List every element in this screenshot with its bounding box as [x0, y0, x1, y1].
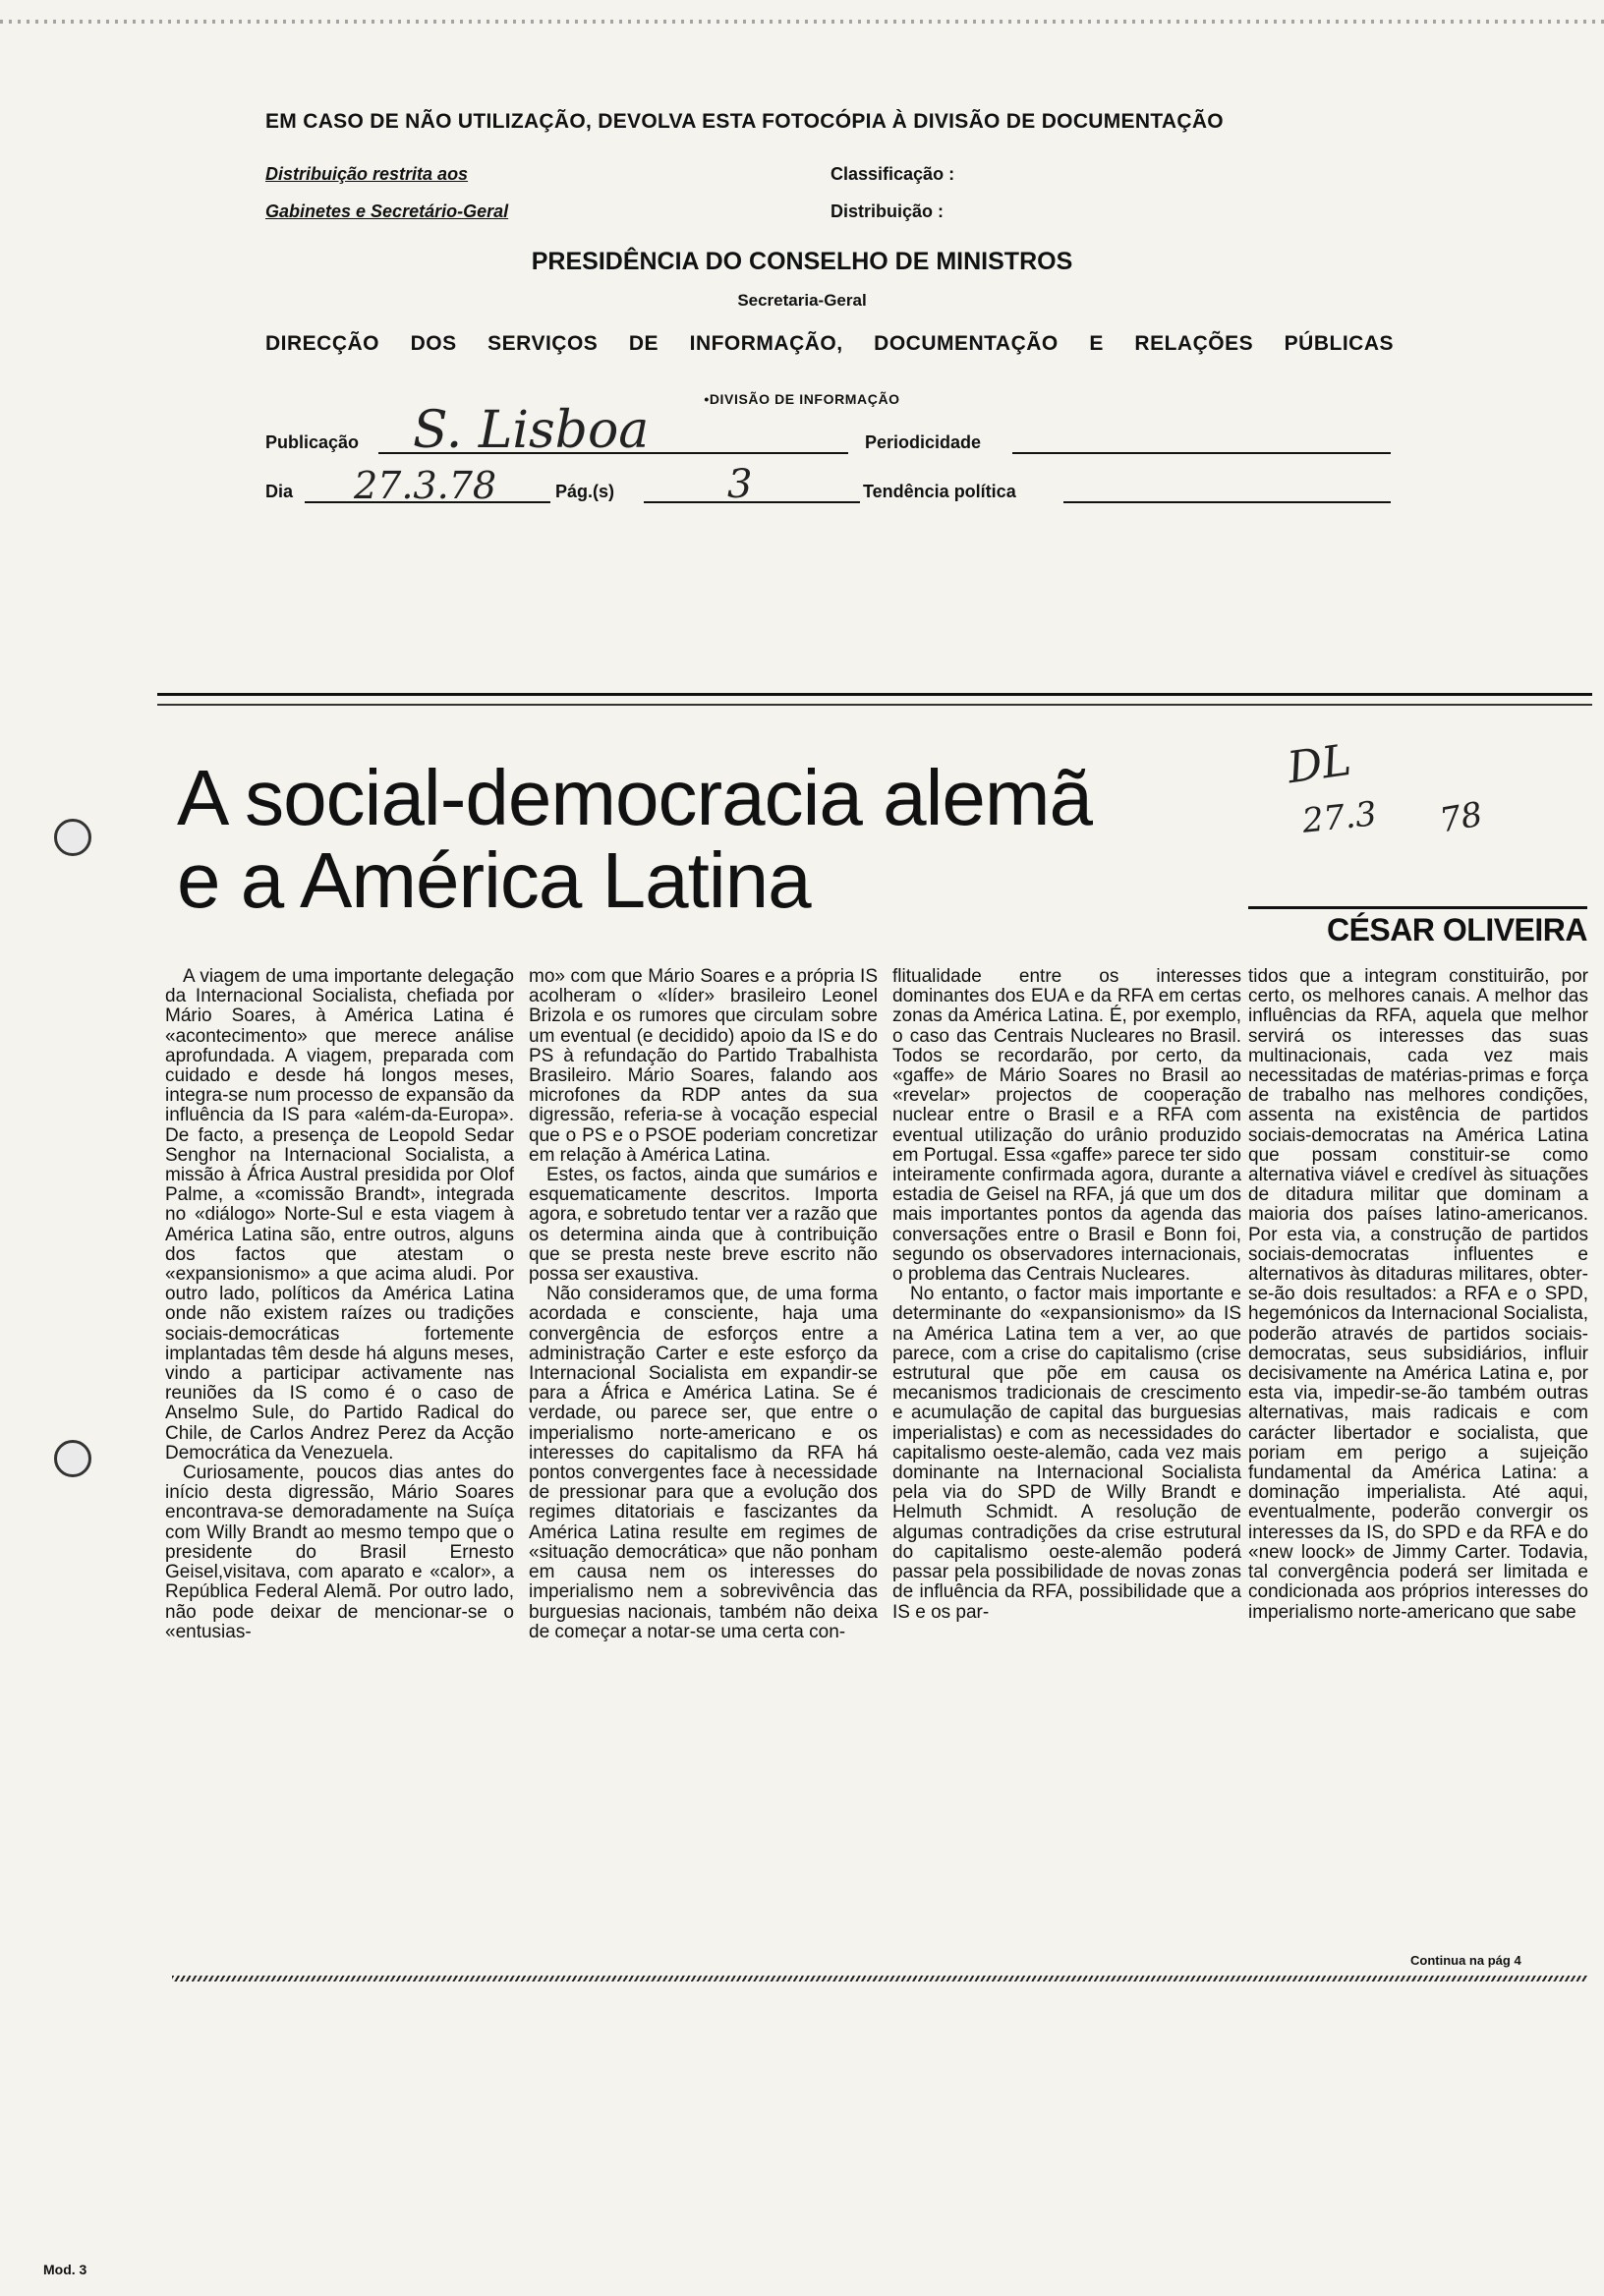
article-column-1	[165, 967, 514, 1642]
article-headline	[177, 754, 1092, 924]
annotation-line-1: DL	[1284, 734, 1354, 794]
presidency-title: PRESIDÊNCIA DO CONSELHO DE MINISTROS	[531, 248, 1073, 275]
distribution-line-1: Distribuição restrita aos	[265, 164, 469, 184]
clipping-top-rule-2	[157, 704, 1592, 706]
classification-label: Classificação :	[831, 164, 955, 184]
article-column-4	[1248, 967, 1588, 1623]
paragraph: Não consideramos que, de uma forma acordada e consciente, haja uma convergência de esforços entre a administração Carter e este esforço da Internacional Socialista em expandir-se para a África e América Latina. Se é verdade, ou parece ser, que entre o imperialismo norte-americano e os interesses do capitalismo da RFA há pontos convergentes face à necessidade de pressionar para que a evolução dos regimes ditatoriais e fascizantes da América Latina resulte em regimes de «situação democrática» que não ponham em causa nem os interesses do imperialismo nem a sobrevivência das burguesias nacionais, também não deixa de começar a notar-se uma certa con-	[529, 1284, 878, 1642]
paragraph: Estes, os factos, ainda que sumários e esquematicamente descritos. Importa agora, e sobretudo tentar ver a razão que os determina ainda que à contribuição que se presta neste breve escrito não possa ser exaustiva.	[529, 1165, 878, 1286]
paragraph: Curiosamente, poucos dias antes do início desta digressão, Mário Soares encontrava-se demoradamente na Suíça com Willy Brandt ao mesmo tempo que o presidente do Brasil Ernesto Geisel,visitava, com aparato e «calor», a República Federal Alemã. Por outro lado, não pode deixar de mencionar-se o «entusias-	[165, 1463, 514, 1642]
paragraph: No entanto, o factor mais importante e determinante do «expansionismo» da IS na América Latina tem a ver, ao que parece, com a crise do capitalismo (crise estrutural que põe em causa os mecanismos tradicionais de crescimento e acumulação de capital das burguesias imperialistas) e com as necessidades do capitalismo oeste-alemão, cada vez mais dominante na Internacional Socialista pela via do SPD de Willy Brandt e Helmuth Schmidt. A resolução de algumas contradições da crise estrutural do capitalismo oeste-alemão poderá passar pela possibilidade de novas zonas de influência da RFA, possibilidade que a IS e os par-	[892, 1284, 1241, 1623]
binder-hole-middle	[54, 1440, 91, 1477]
tendency-line	[1063, 501, 1391, 503]
directorate-title: DIRECÇÃO DOS SERVIÇOS DE INFORMAÇÃO, DOCUMENTAÇÃO E RELAÇÕES PÚBLICAS	[265, 332, 1394, 355]
article-body	[165, 967, 1590, 1940]
distribution-note	[265, 155, 508, 230]
continued-note: Continua na pág 4	[1410, 1953, 1521, 1968]
article-author: CÉSAR OLIVEIRA	[1326, 912, 1587, 947]
annotation-line-3: 78	[1436, 794, 1486, 841]
secretariat-subtitle: Secretaria-Geral	[737, 291, 867, 310]
paragraph: A viagem de uma importante delegação da Internacional Socialista, chefiada por Mário Soares, à América Latina é «acontecimento» que merece análise aprofundada. A viagem, preparada com cuidado e desde há longos meses, integra-se num processo de expansão da influência da IS para «além-da-Europa». De facto, a presença de Leopold Sedar Senghor na Internacional Socialista, a missão à África Austral presidida por Olof Palme, a «comissão Brandt», integrada no «diálogo» Norte-Sul e esta viagem à América Latina são, entre outros, alguns dos factos que atestam o «expansionismo» a que acima aludi. Por outro lado, políticos da América Latina onde não existem raízes ou tradições sociais-democráticas fortemente implantadas têm desde há alguns meses, vindo a participar activamente nas reuniões da IS como é o caso de Anselmo Sule, do Partido Radical do Chile, de Carlos Andrez Perez da Acção Democrática da Venezuela.	[165, 966, 514, 1464]
paragraph: mo» com que Mário Soares e a própria IS acolheram o «líder» brasileiro Leonel Brizola e os rumores que circulam sobre um eventual (e decidido) apoio da IS e do PS à refundação do Partido Trabalhista Brasileiro. Mário Soares, falando aos microfones da RDP antes da sua digressão, referia-se à vocação especial que o PS e o PSOE poderiam concretizar em relação à América Latina.	[529, 966, 878, 1166]
form-code: Mod. 3	[43, 2262, 87, 2277]
periodicity-line	[1012, 452, 1391, 454]
distribution-label: Distribuição :	[831, 201, 945, 221]
return-notice: EM CASO DE NÃO UTILIZAÇÃO, DEVOLVA ESTA FOTOCÓPIA À DIVISÃO DE DOCUMENTAÇÃO	[265, 110, 1224, 133]
publication-label: Publicação	[265, 432, 360, 452]
article-column-2	[529, 967, 878, 1642]
tendency-label: Tendência política	[863, 482, 1016, 501]
binder-hole-top	[54, 819, 91, 856]
pages-label: Pág.(s)	[555, 482, 615, 501]
paragraph: tidos que a integram constituirão, por certo, os melhores canais. A melhor das influências da RFA, aquela que melhor servirá os interesses das suas multinacionais, cada vez mais necessitadas de matérias-primas e força de trabalho nas melhores condições, assenta na existência de partidos sociais-democratas na América Latina que possam constituir-se como alternativa viável e credível às situações de ditadura militar que dominam a maioria dos países latino-americanos. Por esta via, a construção de partidos sociais-democratas influentes e alternativos às ditaduras militares, obter-se-ão dois resultados: a RFA e o SPD, hegemónicos da Internacional Socialista, poderão através de partidos sociais-democratas, seus subsidiários, influir decisivamente na América Latina e, por esta via, impedir-se-ão também outras alternativas, mais radicais e com carácter libertador e socialista, que poriam em perigo a sujeição fundamental da América Latina: a dominação imperialista. Até aqui, eventualmente, poderão convergir os interesses da IS, do SPD e da RFA e do «new loock» de Jimmy Carter. Todavia, tal convergência poderá ser limitada e condicionada aos próprios interesses do imperialismo norte-americano que sabe	[1248, 966, 1588, 1623]
day-value: 27.3.78	[354, 464, 497, 507]
clipping-bottom-rule	[172, 1976, 1587, 1981]
headline-line-1: A social-democracia alemã	[177, 754, 1092, 841]
author-rule	[1248, 906, 1587, 909]
article-column-3	[892, 967, 1241, 1623]
annotation-line-2: 27.3	[1300, 794, 1379, 841]
pages-value: 3	[727, 462, 753, 507]
scan-edge-noise	[0, 20, 1604, 24]
distribution-line-2: Gabinetes e Secretário-Geral	[265, 201, 509, 221]
clipping-top-rule	[157, 693, 1592, 696]
publication-value: S. Lisboa	[413, 401, 650, 460]
division-label: •DIVISÃO DE INFORMAÇÃO	[704, 391, 900, 407]
classification-block	[831, 155, 954, 230]
paragraph: flitualidade entre os interesses dominantes dos EUA e da RFA em certas zonas da América Latina. É, por exemplo, o caso das Centrais Nucleares no Brasil. Todos se recordarão, por certo, da «gaffe» de Mário Soares no Brasil ao «revelar» projectos de cooperação nuclear entre o Brasil e a RFA com eventual utilização do urânio produzido em Portugal. Essa «gaffe» parece ter sido inteiramente confirmada agora, durante a estadia de Geisel na RFA, já que um dos mais importantes pontos da agenda das conversações entre o Brasil e Bonn foi, segundo os observadores internacionais, o problema das Centrais Nucleares.	[892, 966, 1241, 1286]
day-label: Dia	[265, 482, 294, 501]
periodicity-label: Periodicidade	[865, 432, 982, 452]
headline-line-2: e a América Latina	[177, 836, 811, 924]
